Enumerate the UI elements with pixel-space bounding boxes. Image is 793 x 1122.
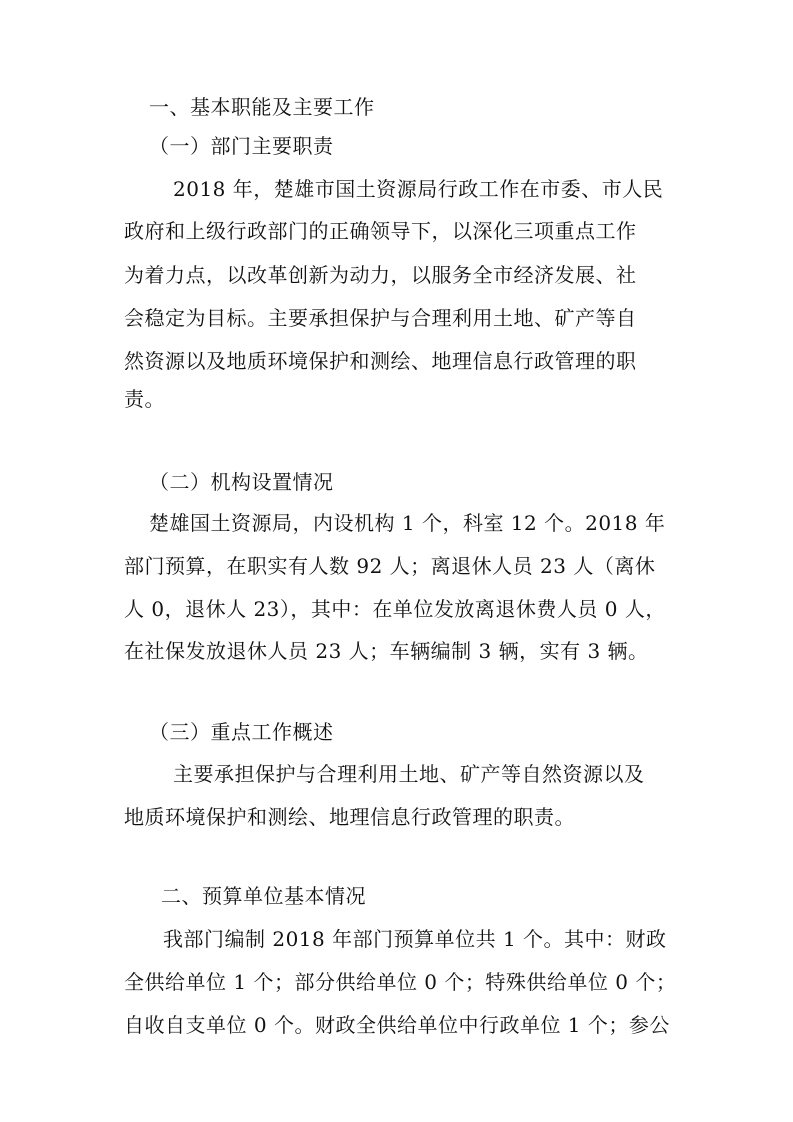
paragraph-line: 政府和上级行政部门的正确领导下，以深化三项重点工作 xyxy=(124,219,637,243)
subsection-2-heading: （二）机构设置情况 xyxy=(149,470,334,494)
subsection-3-heading: （三）重点工作概述 xyxy=(149,720,334,744)
paragraph-line: 2018 年，楚雄市国土资源局行政工作在市委、市人民 xyxy=(173,177,664,201)
paragraph-line: 主要承担保护与合理利用土地、矿产等自然资源以及 xyxy=(173,762,645,786)
paragraph-line: 全供给单位 1 个；部分供给单位 0 个；特殊供给单位 0 个； xyxy=(124,970,677,994)
paragraph-line: 自收自支单位 0 个。财政全供给单位中行政单位 1 个；参公 xyxy=(124,1013,670,1037)
paragraph-line: 地质环境保护和测绘、地理信息行政管理的职责。 xyxy=(124,805,575,829)
paragraph-line: 责。 xyxy=(124,387,165,411)
paragraph-line: 然资源以及地质环境保护和测绘、地理信息行政管理的职 xyxy=(124,349,637,373)
paragraph-line: 部门预算，在职实有人数 92 人；离退休人员 23 人（离休 xyxy=(124,554,656,578)
paragraph-line: 楚雄国土资源局，内设机构 1 个，科室 12 个。2018 年 xyxy=(149,511,666,535)
paragraph-line: 为着力点，以改革创新为动力，以服务全市经济发展、社 xyxy=(124,263,637,287)
subsection-1-heading: （一）部门主要职责 xyxy=(149,134,334,158)
paragraph-line: 会稳定为目标。主要承担保护与合理利用土地、矿产等自 xyxy=(124,306,637,330)
paragraph-line: 我部门编制 2018 年部门预算单位共 1 个。其中：财政 xyxy=(163,927,667,951)
paragraph-line: 人 0，退休人 23），其中：在单位发放离退休费人员 0 人， xyxy=(124,597,666,621)
section-1-heading: 一、基本职能及主要工作 xyxy=(149,95,375,119)
paragraph-line: 在社保发放退休人员 23 人；车辆编制 3 辆，实有 3 辆。 xyxy=(124,639,649,663)
section-2-heading: 二、预算单位基本情况 xyxy=(161,884,366,908)
